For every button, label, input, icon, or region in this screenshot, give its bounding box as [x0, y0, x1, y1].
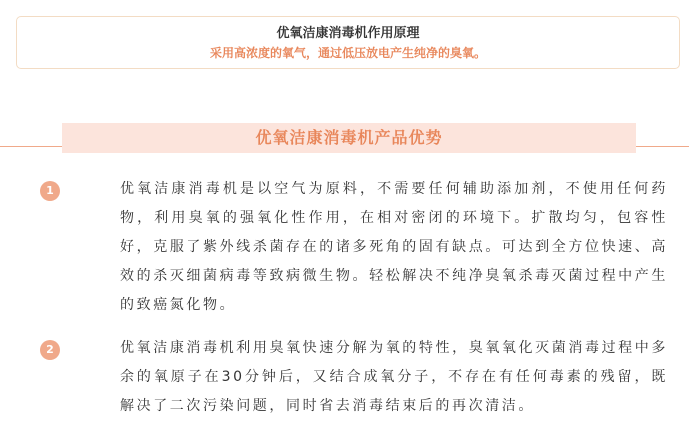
- section-header: [62, 123, 636, 153]
- section-title: 优氧洁康消毒机产品优势: [255, 128, 443, 147]
- advantage-number-badge: 1: [40, 181, 60, 201]
- advantage-number-badge: 2: [40, 340, 60, 360]
- advantage-paragraph: 优氧洁康消毒机利用臭氧快速分解为氧的特性，臭氧氧化灭菌消毒过程中多余的氧原子在30分钟后，又结合成氧分子，不存在有任何毒素的残留，既解决了二次污染问题，同时省去消毒结束后的再次清洁。: [120, 340, 668, 414]
- principle-box: [16, 16, 680, 69]
- principle-subtitle: 采用高浓度的氧气，通过低压放电产生纯净的臭氧。: [209, 46, 486, 60]
- advantage-paragraph: 优氧洁康消毒机是以空气为原料，不需要任何辅助添加剂，不使用任何药物，利用臭氧的强氧化性作用，在相对密闭的环境下。扩散均匀，包容性好，克服了紫外线杀菌存在的诸多死角的固有缺点。可达到全方位快速、高效的杀灭细菌病毒等致病微生物。轻松解决不纯净臭氧杀毒灭菌过程中产生的致癌氮化物。: [120, 181, 668, 313]
- principle-title: 优氧洁康消毒机作用原理: [276, 26, 420, 41]
